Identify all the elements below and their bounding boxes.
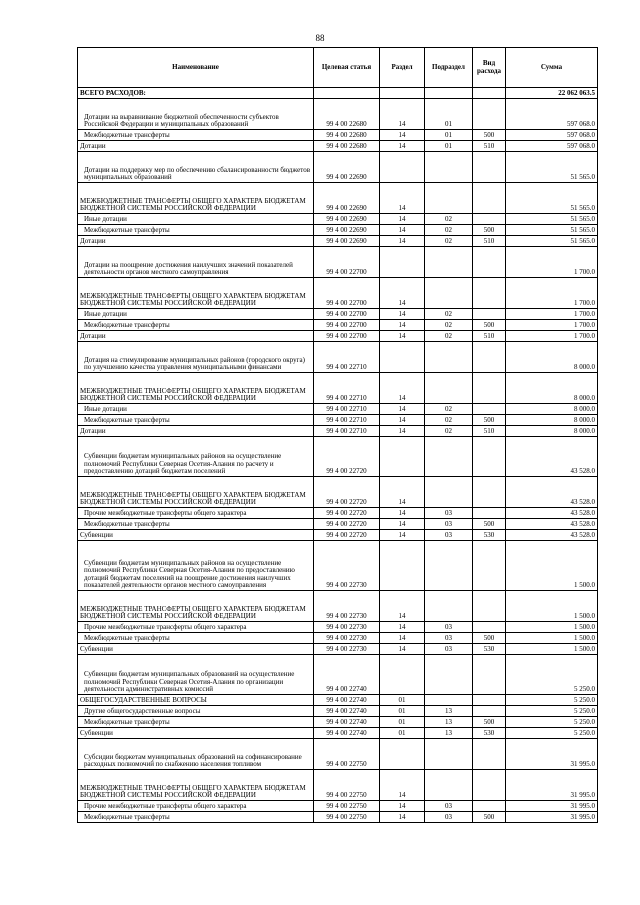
row-sum: 31 995.0 xyxy=(506,770,598,801)
row-target-code: 99 4 00 22720 xyxy=(314,519,380,530)
row-section xyxy=(380,152,425,183)
row-target-code: 99 4 00 22730 xyxy=(314,644,380,655)
row-expense-type: 530 xyxy=(473,644,506,655)
row-sum: 8 000.0 xyxy=(506,404,598,415)
budget-table xyxy=(77,47,598,823)
row-name: Субвенции бюджетам муниципальных образований на осуществление полномочий Республики Северная Осетия-Алания по организации деятельности административных комиссий xyxy=(78,655,314,695)
row-section: 14 xyxy=(380,508,425,519)
row-subsection: 03 xyxy=(425,530,473,541)
row-section xyxy=(380,342,425,373)
table-row xyxy=(78,519,598,530)
row-target-code: 99 4 00 22720 xyxy=(314,437,380,477)
row-name: МЕЖБЮДЖЕТНЫЕ ТРАНСФЕРТЫ ОБЩЕГО ХАРАКТЕРА БЮДЖЕТАМ БЮДЖЕТНОЙ СИСТЕМЫ РОССИЙСКОЙ ФЕДЕРАЦИИ xyxy=(78,183,314,214)
row-sum: 51 565.0 xyxy=(506,225,598,236)
row-subsection: 13 xyxy=(425,728,473,739)
row-sum: 597 068.0 xyxy=(506,141,598,152)
row-subsection: 03 xyxy=(425,622,473,633)
row-section: 14 xyxy=(380,801,425,812)
row-sum: 5 250.0 xyxy=(506,706,598,717)
row-target-code: 99 4 00 22720 xyxy=(314,508,380,519)
row-subsection xyxy=(425,373,473,404)
row-target-code: 99 4 00 22690 xyxy=(314,183,380,214)
row-name: МЕЖБЮДЖЕТНЫЕ ТРАНСФЕРТЫ ОБЩЕГО ХАРАКТЕРА БЮДЖЕТАМ БЮДЖЕТНОЙ СИСТЕМЫ РОССИЙСКОЙ ФЕДЕРАЦИИ xyxy=(78,770,314,801)
row-sum: 43 528.0 xyxy=(506,437,598,477)
row-expense-type xyxy=(473,655,506,695)
table-row xyxy=(78,404,598,415)
row-sum: 1 500.0 xyxy=(506,622,598,633)
row-subsection xyxy=(425,183,473,214)
row-subsection: 02 xyxy=(425,214,473,225)
row-name: Дотации xyxy=(78,331,314,342)
row-target-code: 99 4 00 22710 xyxy=(314,342,380,373)
row-expense-type xyxy=(473,88,506,99)
row-target-code: 99 4 00 22730 xyxy=(314,622,380,633)
table-row xyxy=(78,225,598,236)
table-row xyxy=(78,739,598,770)
row-subsection xyxy=(425,739,473,770)
row-sum: 31 995.0 xyxy=(506,801,598,812)
row-section: 14 xyxy=(380,373,425,404)
row-subsection xyxy=(425,477,473,508)
row-expense-type xyxy=(473,477,506,508)
row-name: Прочие межбюджетные трансферты общего характера xyxy=(78,801,314,812)
row-sum: 22 062 063.5 xyxy=(506,88,598,99)
row-section xyxy=(380,655,425,695)
row-name: Дотации xyxy=(78,426,314,437)
table-row xyxy=(78,320,598,331)
table-row xyxy=(78,728,598,739)
header-section: Раздел xyxy=(380,48,425,88)
row-name: Дотации xyxy=(78,236,314,247)
row-subsection: 02 xyxy=(425,236,473,247)
row-target-code: 99 4 00 22690 xyxy=(314,214,380,225)
row-name: Иные дотации xyxy=(78,309,314,320)
row-section: 14 xyxy=(380,415,425,426)
row-section xyxy=(380,437,425,477)
row-subsection xyxy=(425,152,473,183)
table-row xyxy=(78,183,598,214)
table-row xyxy=(78,770,598,801)
row-expense-type: 500 xyxy=(473,633,506,644)
row-section: 14 xyxy=(380,225,425,236)
table-row xyxy=(78,437,598,477)
row-expense-type: 500 xyxy=(473,415,506,426)
row-expense-type: 510 xyxy=(473,426,506,437)
row-name: ВСЕГО РАСХОДОВ: xyxy=(78,88,314,99)
row-sum: 1 700.0 xyxy=(506,278,598,309)
row-expense-type: 500 xyxy=(473,130,506,141)
row-sum: 1 700.0 xyxy=(506,309,598,320)
header-target-code: Целевая статья xyxy=(314,48,380,88)
row-target-code: 99 4 00 22700 xyxy=(314,331,380,342)
row-section: 14 xyxy=(380,426,425,437)
row-sum: 51 565.0 xyxy=(506,152,598,183)
row-target-code: 99 4 00 22680 xyxy=(314,130,380,141)
row-section: 14 xyxy=(380,141,425,152)
table-row xyxy=(78,88,598,99)
row-sum: 1 700.0 xyxy=(506,320,598,331)
table-row xyxy=(78,426,598,437)
row-section: 14 xyxy=(380,644,425,655)
row-sum: 1 500.0 xyxy=(506,644,598,655)
row-section xyxy=(380,739,425,770)
row-section xyxy=(380,247,425,278)
row-subsection xyxy=(425,342,473,373)
row-section: 14 xyxy=(380,278,425,309)
row-sum: 43 528.0 xyxy=(506,477,598,508)
row-target-code: 99 4 00 22750 xyxy=(314,739,380,770)
row-subsection: 03 xyxy=(425,633,473,644)
page-number: 88 xyxy=(315,33,325,43)
row-subsection xyxy=(425,247,473,278)
table-body xyxy=(78,88,598,823)
header-subsection: Подраздел xyxy=(425,48,473,88)
row-sum: 1 500.0 xyxy=(506,633,598,644)
row-subsection xyxy=(425,88,473,99)
row-sum: 597 068.0 xyxy=(506,130,598,141)
row-name: МЕЖБЮДЖЕТНЫЕ ТРАНСФЕРТЫ ОБЩЕГО ХАРАКТЕРА БЮДЖЕТАМ БЮДЖЕТНОЙ СИСТЕМЫ РОССИЙСКОЙ ФЕДЕРАЦИИ xyxy=(78,477,314,508)
row-sum: 5 250.0 xyxy=(506,695,598,706)
row-expense-type xyxy=(473,152,506,183)
row-section: 14 xyxy=(380,622,425,633)
table-row xyxy=(78,309,598,320)
row-expense-type: 510 xyxy=(473,331,506,342)
row-target-code: 99 4 00 22720 xyxy=(314,477,380,508)
row-name: Субвенции xyxy=(78,728,314,739)
row-section: 01 xyxy=(380,728,425,739)
row-section: 14 xyxy=(380,404,425,415)
row-target-code: 99 4 00 22740 xyxy=(314,706,380,717)
row-expense-type: 500 xyxy=(473,320,506,331)
row-target-code: 99 4 00 22730 xyxy=(314,541,380,591)
row-subsection: 02 xyxy=(425,426,473,437)
table-header-row xyxy=(78,48,598,88)
row-target-code: 99 4 00 22710 xyxy=(314,426,380,437)
row-name: Дотации xyxy=(78,141,314,152)
row-expense-type xyxy=(473,404,506,415)
row-sum: 8 000.0 xyxy=(506,426,598,437)
row-expense-type xyxy=(473,508,506,519)
row-expense-type: 500 xyxy=(473,225,506,236)
row-subsection: 03 xyxy=(425,812,473,823)
row-subsection: 02 xyxy=(425,320,473,331)
row-expense-type: 530 xyxy=(473,530,506,541)
row-expense-type xyxy=(473,739,506,770)
row-section: 14 xyxy=(380,183,425,214)
row-name: Дотации на выравнивание бюджетной обеспеченности субъектов Российской Федерации и муниципальных образований xyxy=(78,99,314,130)
row-expense-type xyxy=(473,591,506,622)
table-row xyxy=(78,99,598,130)
row-expense-type xyxy=(473,278,506,309)
row-target-code: 99 4 00 22690 xyxy=(314,236,380,247)
row-section: 14 xyxy=(380,309,425,320)
row-expense-type: 500 xyxy=(473,519,506,530)
row-subsection: 01 xyxy=(425,99,473,130)
row-subsection: 03 xyxy=(425,508,473,519)
table-row xyxy=(78,591,598,622)
row-target-code: 99 4 00 22740 xyxy=(314,717,380,728)
row-sum: 1 700.0 xyxy=(506,247,598,278)
row-expense-type xyxy=(473,695,506,706)
row-target-code: 99 4 00 22700 xyxy=(314,278,380,309)
table-row xyxy=(78,801,598,812)
row-subsection: 02 xyxy=(425,309,473,320)
table-row xyxy=(78,278,598,309)
row-section: 14 xyxy=(380,331,425,342)
row-target-code: 99 4 00 22730 xyxy=(314,591,380,622)
row-name: Субвенции бюджетам муниципальных районов на осуществление полномочий Республики Северная Осетия-Алания по расчету и предоставлению дотаций бюджетам поселений xyxy=(78,437,314,477)
table-row xyxy=(78,342,598,373)
row-expense-type xyxy=(473,801,506,812)
row-name: Дотации на поддержку мер по обеспечению сбалансированности бюджетов муниципальных образований xyxy=(78,152,314,183)
table-row xyxy=(78,644,598,655)
row-name: Другие общегосударственные вопросы xyxy=(78,706,314,717)
row-subsection: 02 xyxy=(425,415,473,426)
table-row xyxy=(78,130,598,141)
row-target-code: 99 4 00 22740 xyxy=(314,728,380,739)
row-section: 01 xyxy=(380,717,425,728)
table-row xyxy=(78,812,598,823)
row-name: Дотации на поощрение достижения наилучших значений показателей деятельности органов местного самоуправления xyxy=(78,247,314,278)
row-expense-type xyxy=(473,770,506,801)
row-expense-type: 510 xyxy=(473,141,506,152)
row-sum: 31 995.0 xyxy=(506,812,598,823)
row-name: Прочие межбюджетные трансферты общего характера xyxy=(78,508,314,519)
table-row xyxy=(78,633,598,644)
row-expense-type xyxy=(473,309,506,320)
row-section: 14 xyxy=(380,214,425,225)
row-sum: 51 565.0 xyxy=(506,214,598,225)
row-section: 14 xyxy=(380,320,425,331)
table-row xyxy=(78,622,598,633)
row-subsection xyxy=(425,278,473,309)
row-expense-type xyxy=(473,247,506,278)
row-subsection xyxy=(425,770,473,801)
row-expense-type: 510 xyxy=(473,236,506,247)
row-sum: 5 250.0 xyxy=(506,717,598,728)
row-name: Субвенции xyxy=(78,644,314,655)
row-subsection: 01 xyxy=(425,130,473,141)
row-name: Субвенции xyxy=(78,530,314,541)
row-subsection: 03 xyxy=(425,519,473,530)
row-expense-type xyxy=(473,541,506,591)
row-sum: 5 250.0 xyxy=(506,728,598,739)
row-section: 14 xyxy=(380,236,425,247)
row-expense-type xyxy=(473,214,506,225)
row-sum: 1 700.0 xyxy=(506,331,598,342)
row-sum: 51 565.0 xyxy=(506,236,598,247)
row-target-code: 99 4 00 22700 xyxy=(314,309,380,320)
row-subsection xyxy=(425,695,473,706)
row-section: 14 xyxy=(380,633,425,644)
row-name: Межбюджетные трансферты xyxy=(78,519,314,530)
row-expense-type: 530 xyxy=(473,728,506,739)
row-name: Иные дотации xyxy=(78,404,314,415)
row-expense-type xyxy=(473,437,506,477)
row-name: Межбюджетные трансферты xyxy=(78,717,314,728)
row-section: 01 xyxy=(380,695,425,706)
row-name: Межбюджетные трансферты xyxy=(78,130,314,141)
row-sum: 5 250.0 xyxy=(506,655,598,695)
row-subsection xyxy=(425,541,473,591)
row-sum: 8 000.0 xyxy=(506,342,598,373)
row-name: Межбюджетные трансферты xyxy=(78,225,314,236)
table-row xyxy=(78,706,598,717)
row-name: МЕЖБЮДЖЕТНЫЕ ТРАНСФЕРТЫ ОБЩЕГО ХАРАКТЕРА БЮДЖЕТАМ БЮДЖЕТНОЙ СИСТЕМЫ РОССИЙСКОЙ ФЕДЕРАЦИИ xyxy=(78,278,314,309)
table-row xyxy=(78,214,598,225)
table-row xyxy=(78,373,598,404)
row-section: 14 xyxy=(380,130,425,141)
row-sum: 43 528.0 xyxy=(506,530,598,541)
row-target-code: 99 4 00 22730 xyxy=(314,633,380,644)
row-section: 14 xyxy=(380,812,425,823)
row-target-code: 99 4 00 22690 xyxy=(314,225,380,236)
row-subsection xyxy=(425,655,473,695)
row-target-code: 99 4 00 22750 xyxy=(314,812,380,823)
table-row xyxy=(78,477,598,508)
row-target-code: 99 4 00 22680 xyxy=(314,99,380,130)
row-section: 14 xyxy=(380,477,425,508)
row-sum: 1 500.0 xyxy=(506,591,598,622)
row-sum: 8 000.0 xyxy=(506,373,598,404)
row-section xyxy=(380,88,425,99)
row-subsection: 01 xyxy=(425,141,473,152)
row-section: 14 xyxy=(380,591,425,622)
row-name: Иные дотации xyxy=(78,214,314,225)
table-row xyxy=(78,655,598,695)
row-target-code: 99 4 00 22740 xyxy=(314,695,380,706)
table-row xyxy=(78,141,598,152)
row-sum: 43 528.0 xyxy=(506,519,598,530)
row-name: Субсидии бюджетам муниципальных образований на софинансирование расходных полномочий по снабжению населения топливом xyxy=(78,739,314,770)
row-expense-type xyxy=(473,373,506,404)
row-name: Прочие межбюджетные трансферты общего характера xyxy=(78,622,314,633)
table-row xyxy=(78,415,598,426)
row-section: 14 xyxy=(380,770,425,801)
row-target-code: 99 4 00 22710 xyxy=(314,373,380,404)
row-name: Межбюджетные трансферты xyxy=(78,320,314,331)
row-target-code: 99 4 00 22750 xyxy=(314,801,380,812)
row-section: 14 xyxy=(380,519,425,530)
header-sum: Сумма xyxy=(506,48,598,88)
row-subsection: 03 xyxy=(425,801,473,812)
table-row xyxy=(78,508,598,519)
row-target-code: 99 4 00 22680 xyxy=(314,141,380,152)
row-target-code: 99 4 00 22700 xyxy=(314,247,380,278)
row-subsection: 02 xyxy=(425,331,473,342)
row-target-code: 99 4 00 22750 xyxy=(314,770,380,801)
row-sum: 31 995.0 xyxy=(506,739,598,770)
row-name: ОБЩЕГОСУДАРСТВЕННЫЕ ВОПРОСЫ xyxy=(78,695,314,706)
header-expense-type: Вид расхода xyxy=(473,48,506,88)
row-subsection: 02 xyxy=(425,225,473,236)
row-target-code: 99 4 00 22700 xyxy=(314,320,380,331)
row-sum: 597 068.0 xyxy=(506,99,598,130)
table-row xyxy=(78,152,598,183)
row-name: Межбюджетные трансферты xyxy=(78,812,314,823)
table-row xyxy=(78,247,598,278)
row-sum: 1 500.0 xyxy=(506,541,598,591)
row-subsection: 13 xyxy=(425,717,473,728)
row-section: 14 xyxy=(380,99,425,130)
row-target-code: 99 4 00 22710 xyxy=(314,415,380,426)
row-subsection xyxy=(425,591,473,622)
row-expense-type xyxy=(473,342,506,373)
row-subsection: 02 xyxy=(425,404,473,415)
row-subsection xyxy=(425,437,473,477)
row-section: 01 xyxy=(380,706,425,717)
row-name: МЕЖБЮДЖЕТНЫЕ ТРАНСФЕРТЫ ОБЩЕГО ХАРАКТЕРА БЮДЖЕТАМ БЮДЖЕТНОЙ СИСТЕМЫ РОССИЙСКОЙ ФЕДЕРАЦИИ xyxy=(78,373,314,404)
row-expense-type xyxy=(473,99,506,130)
row-target-code: 99 4 00 22710 xyxy=(314,404,380,415)
row-expense-type xyxy=(473,622,506,633)
row-expense-type: 500 xyxy=(473,717,506,728)
row-subsection: 03 xyxy=(425,644,473,655)
table-row xyxy=(78,530,598,541)
row-expense-type xyxy=(473,706,506,717)
row-name: Дотация на стимулирование муниципальных районов (городского округа) по улучшению качества управления муниципальными финансами xyxy=(78,342,314,373)
row-name: Межбюджетные трансферты xyxy=(78,415,314,426)
table-row xyxy=(78,541,598,591)
row-target-code xyxy=(314,88,380,99)
table-row xyxy=(78,331,598,342)
row-name: Субвенции бюджетам муниципальных районов на осуществление полномочий Республики Северная Осетия-Алания по предоставлению дотаций бюджетам поселений на поощрение достижения наилучших показателей деятельности органов местного самоуправления xyxy=(78,541,314,591)
header-name: Наименование xyxy=(78,48,314,88)
row-name: Межбюджетные трансферты xyxy=(78,633,314,644)
table-row xyxy=(78,695,598,706)
row-name: МЕЖБЮДЖЕТНЫЕ ТРАНСФЕРТЫ ОБЩЕГО ХАРАКТЕРА БЮДЖЕТАМ БЮДЖЕТНОЙ СИСТЕМЫ РОССИЙСКОЙ ФЕДЕРАЦИИ xyxy=(78,591,314,622)
row-expense-type xyxy=(473,183,506,214)
row-target-code: 99 4 00 22690 xyxy=(314,152,380,183)
row-section: 14 xyxy=(380,530,425,541)
row-subsection: 13 xyxy=(425,706,473,717)
row-sum: 8 000.0 xyxy=(506,415,598,426)
table-row xyxy=(78,236,598,247)
row-sum: 51 565.0 xyxy=(506,183,598,214)
table-row xyxy=(78,717,598,728)
row-expense-type: 500 xyxy=(473,812,506,823)
row-section xyxy=(380,541,425,591)
row-target-code: 99 4 00 22740 xyxy=(314,655,380,695)
row-target-code: 99 4 00 22720 xyxy=(314,530,380,541)
row-sum: 43 528.0 xyxy=(506,508,598,519)
